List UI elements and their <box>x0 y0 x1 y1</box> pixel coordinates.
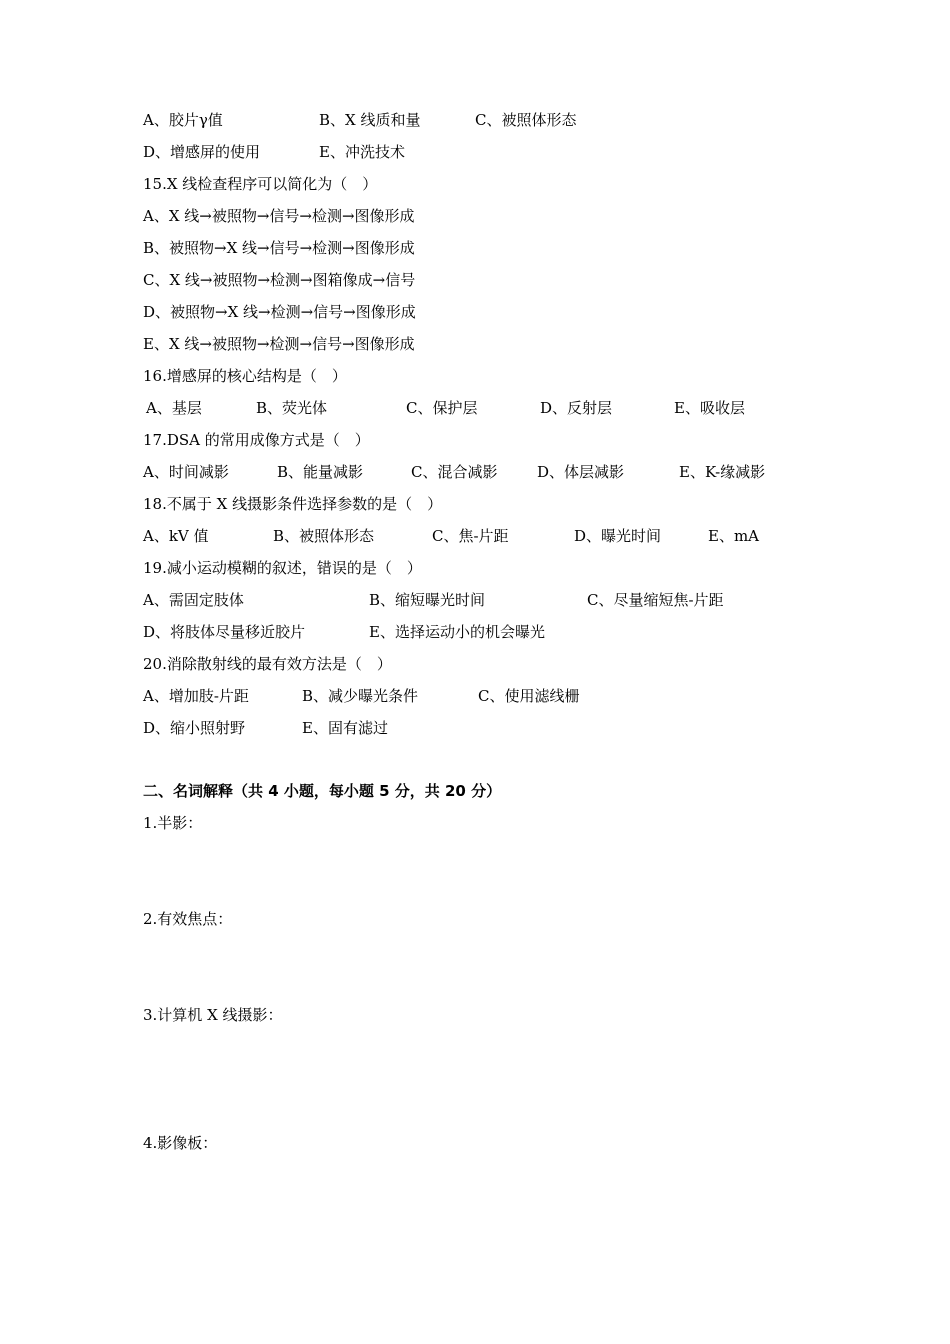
q14-option-b: B、X 线质和量 <box>319 111 421 129</box>
q19-option-d: D、将肢体尽量移近胶片 <box>143 623 306 641</box>
q15-option-b: B、被照物→X 线→信号→检测→图像形成 <box>143 239 415 257</box>
q20-option-a: A、增加肢-片距 <box>143 687 249 705</box>
q16-option-c: C、保护层 <box>406 399 478 417</box>
q19-stem: 19.减小运动模糊的叙述，错误的是（ ） <box>143 559 422 577</box>
q16-option-b: B、荧光体 <box>256 399 328 417</box>
q14-option-e: E、冲洗技术 <box>319 143 405 161</box>
q17-option-e: E、K-缘减影 <box>679 463 766 481</box>
q14-option-a: A、胶片γ值 <box>143 111 223 129</box>
q14-option-d: D、增感屏的使用 <box>143 143 261 161</box>
q15-option-d: D、被照物→X 线→检测→信号→图像形成 <box>143 303 416 321</box>
term-item-1: 1.半影： <box>143 814 203 832</box>
q15-stem: 15.X 线检查程序可以简化为（ ） <box>143 175 378 193</box>
q18-stem: 18.不属于 X 线摄影条件选择参数的是（ ） <box>143 495 443 513</box>
q17-option-a: A、时间减影 <box>143 463 229 481</box>
q18-option-a: A、kV 值 <box>143 527 209 545</box>
q19-option-e: E、选择运动小的机会曝光 <box>369 623 545 641</box>
q19-option-a: A、需固定肢体 <box>143 591 244 609</box>
q18-option-b: B、被照体形态 <box>273 527 375 545</box>
q16-option-e: E、吸收层 <box>674 399 745 417</box>
q20-option-c: C、使用滤线栅 <box>478 687 580 705</box>
q18-option-e: E、mA <box>708 527 760 545</box>
q14-option-c: C、被照体形态 <box>475 111 577 129</box>
q20-option-e: E、固有滤过 <box>302 719 388 737</box>
q20-option-b: B、减少曝光条件 <box>302 687 419 705</box>
q18-option-d: D、曝光时间 <box>574 527 662 545</box>
q19-option-b: B、缩短曝光时间 <box>369 591 486 609</box>
q15-option-c: C、X 线→被照物→检测→图箱像成→信号 <box>143 271 416 289</box>
q15-option-a: A、X 线→被照物→信号→检测→图像形成 <box>143 207 415 225</box>
term-item-3: 3.计算机 X 线摄影： <box>143 1006 283 1024</box>
q19-option-c: C、尽量缩短焦-片距 <box>587 591 724 609</box>
section-2-heading: 二、名词解释（共 4 小题，每小题 5 分，共 20 分） <box>143 782 502 800</box>
q15-option-e: E、X 线→被照物→检测→信号→图像形成 <box>143 335 415 353</box>
q18-option-c: C、焦-片距 <box>432 527 509 545</box>
q17-option-b: B、能量减影 <box>277 463 364 481</box>
q16-option-d: D、反射层 <box>540 399 613 417</box>
q17-option-c: C、混合减影 <box>411 463 498 481</box>
q17-option-d: D、体层减影 <box>537 463 625 481</box>
q16-stem: 16.增感屏的核心结构是（ ） <box>143 367 347 385</box>
term-item-4: 4.影像板： <box>143 1134 218 1152</box>
q20-stem: 20.消除散射线的最有效方法是（ ） <box>143 655 392 673</box>
q16-option-a: A、基层 <box>146 399 202 417</box>
q20-option-d: D、缩小照射野 <box>143 719 246 737</box>
q17-stem: 17.DSA 的常用成像方式是（ ） <box>143 431 370 449</box>
term-item-2: 2.有效焦点： <box>143 910 233 928</box>
